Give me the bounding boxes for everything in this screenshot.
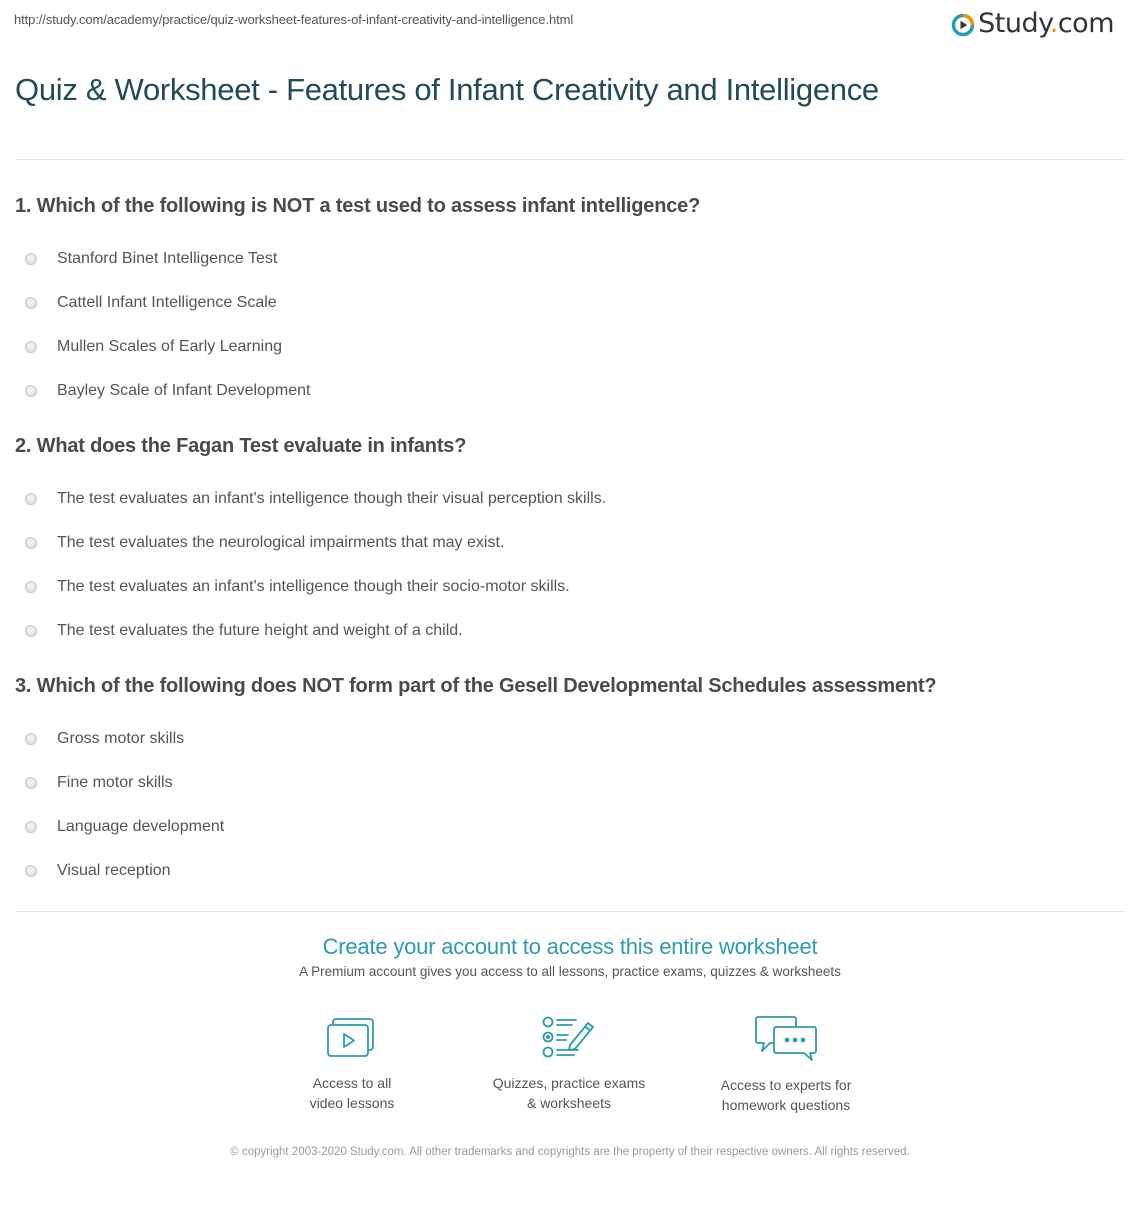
- answer-option[interactable]: [15, 717, 1125, 761]
- answer-label: Language development: [57, 818, 225, 835]
- answer-label: Gross motor skills: [57, 730, 185, 747]
- question-2: [15, 433, 1125, 653]
- feature-label: [686, 1075, 886, 1115]
- feature-experts: [686, 1015, 886, 1115]
- radio-button[interactable]: [25, 537, 37, 549]
- answer-option[interactable]: [15, 281, 1125, 325]
- play-logo-icon: [951, 13, 975, 37]
- answer-option[interactable]: [15, 565, 1125, 609]
- study-logo[interactable]: [951, 8, 1114, 40]
- premium-cta: [0, 932, 1140, 979]
- answer-label: The test evaluates the future height and weight of a child.: [57, 622, 463, 639]
- question-text: 2. What does the Fagan Test evaluate in infants?: [15, 435, 467, 457]
- answer-label: The test evaluates an infant's intelligence though their socio-motor skills.: [57, 578, 570, 595]
- answer-option[interactable]: [15, 805, 1125, 849]
- feature-label: [469, 1073, 669, 1113]
- answer-option[interactable]: [15, 521, 1125, 565]
- answer-label: The test evaluates an infant's intelligence though their visual perception skills.: [57, 490, 607, 507]
- answer-list: [15, 237, 1125, 413]
- feature-line1: Access to all: [312, 1075, 392, 1091]
- title-divider: [15, 159, 1125, 160]
- radio-button[interactable]: [25, 733, 37, 745]
- answer-label: The test evaluates the neurological impairments that may exist.: [57, 534, 505, 551]
- top-bar: [0, 0, 1140, 50]
- answer-label: Stanford Binet Intelligence Test: [57, 250, 278, 267]
- answer-option[interactable]: [15, 325, 1125, 369]
- chat-bubbles-icon: [754, 1015, 818, 1061]
- feature-line2: video lessons: [309, 1095, 395, 1111]
- copyright-footer: © copyright 2003-2020 Study.com. All other trademarks and copyrights are the property of their respective owners. All rights reserved.: [230, 1146, 910, 1158]
- radio-button[interactable]: [25, 341, 37, 353]
- radio-button[interactable]: [25, 821, 37, 833]
- logo-wordmark: [978, 8, 1114, 40]
- feature-line2: & worksheets: [526, 1095, 612, 1111]
- answer-label: Bayley Scale of Infant Development: [57, 382, 311, 399]
- page-title: Quiz & Worksheet - Features of Infant Creativity and Intelligence: [15, 72, 879, 107]
- answer-option[interactable]: [15, 477, 1125, 521]
- logo-tail: com: [1057, 8, 1114, 39]
- radio-button[interactable]: [25, 493, 37, 505]
- feature-quizzes: [469, 1015, 669, 1113]
- answer-list: [15, 717, 1125, 893]
- answer-label: Mullen Scales of Early Learning: [57, 338, 283, 355]
- question-text: 1. Which of the following is NOT a test used to assess infant intelligence?: [15, 195, 701, 217]
- radio-button[interactable]: [25, 625, 37, 637]
- feature-line2: homework questions: [721, 1097, 851, 1113]
- radio-button[interactable]: [25, 865, 37, 877]
- radio-button[interactable]: [25, 777, 37, 789]
- question-1: [15, 193, 1125, 413]
- logo-dot: .: [1049, 8, 1058, 39]
- answer-label: Cattell Infant Intelligence Scale: [57, 294, 277, 311]
- cta-title-link[interactable]: Create your account to access this entire worksheet: [322, 934, 818, 959]
- answer-label: Visual reception: [57, 862, 171, 879]
- feature-line1: Access to experts for: [720, 1077, 852, 1093]
- questions-divider: [15, 911, 1125, 912]
- radio-button[interactable]: [25, 581, 37, 593]
- video-lessons-icon: [326, 1015, 378, 1059]
- feature-video-lessons: [252, 1015, 452, 1113]
- radio-button[interactable]: [25, 297, 37, 309]
- premium-features: [0, 1015, 1140, 1125]
- logo-main: Study: [978, 8, 1050, 39]
- answer-option[interactable]: [15, 609, 1125, 653]
- answer-option[interactable]: [15, 237, 1125, 281]
- page-url: http://study.com/academy/practice/quiz-worksheet-features-of-infant-creativity-and-intelligence.html: [14, 12, 574, 27]
- question-text: 3. Which of the following does NOT form part of the Gesell Developmental Schedules assessment?: [15, 675, 937, 697]
- feature-label: [252, 1073, 452, 1113]
- answer-option[interactable]: [15, 849, 1125, 893]
- answer-option[interactable]: [15, 369, 1125, 413]
- answer-label: Fine motor skills: [57, 774, 173, 791]
- quiz-checklist-icon: [540, 1015, 598, 1059]
- radio-button[interactable]: [25, 385, 37, 397]
- answer-option[interactable]: [15, 761, 1125, 805]
- answer-list: [15, 477, 1125, 653]
- radio-button[interactable]: [25, 253, 37, 265]
- cta-subtitle: A Premium account gives you access to all lessons, practice exams, quizzes & worksheets: [299, 964, 841, 979]
- feature-line1: Quizzes, practice exams: [492, 1075, 646, 1091]
- question-3: [15, 673, 1125, 893]
